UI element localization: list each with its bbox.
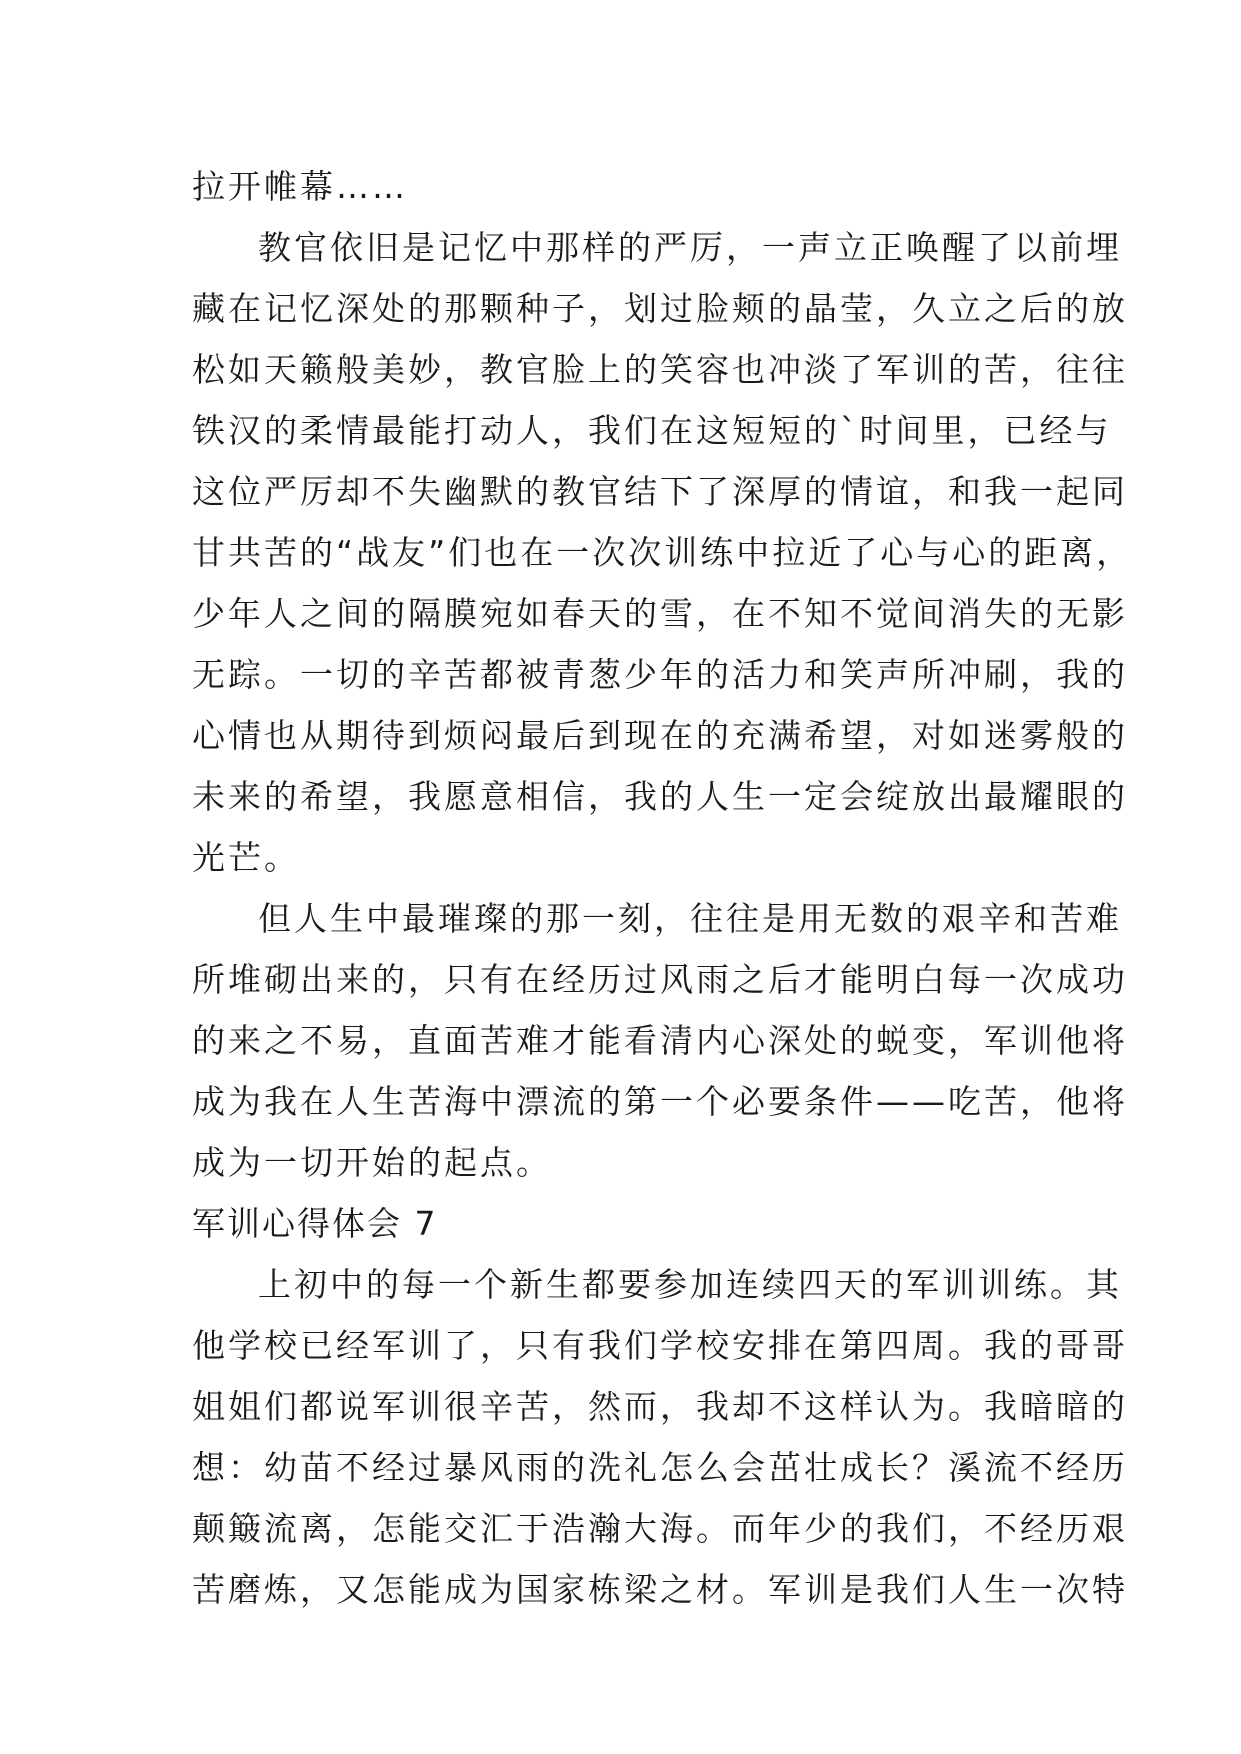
text-line: 所堆砌出来的，只有在经历过风雨之后才能明白每一次成功: [192, 960, 1128, 999]
section-title: 军训心得体会 7: [192, 1204, 438, 1243]
text-line: 拉开帷幕……: [192, 167, 408, 206]
text-line: 成为我在人生苦海中漂流的第一个必要条件——吃苦，他将: [192, 1082, 1128, 1121]
text-line: 颠簸流离，怎能交汇于浩瀚大海。而年少的我们，不经历艰: [192, 1509, 1128, 1548]
text-line: 无踪。一切的辛苦都被青葱少年的活力和笑声所冲刷，我的: [192, 655, 1128, 694]
text-line: 姐姐们都说军训很辛苦，然而，我却不这样认为。我暗暗的: [192, 1387, 1128, 1426]
paragraph-start-line: 上初中的每一个新生都要参加连续四天的军训训练。其: [258, 1265, 1122, 1304]
text-line: 心情也从期待到烦闷最后到现在的充满希望，对如迷雾般的: [192, 716, 1128, 755]
text-line: 松如天籁般美妙，教官脸上的笑容也冲淡了军训的苦，往往: [192, 350, 1128, 389]
text-line: 铁汉的柔情最能打动人，我们在这短短的`时间里，已经与: [192, 411, 1112, 450]
text-line: 成为一切开始的起点。: [192, 1143, 552, 1182]
text-line: 的来之不易，直面苦难才能看清内心深处的蜕变，军训他将: [192, 1021, 1128, 1060]
text-line: 这位严厉却不失幽默的教官结下了深厚的情谊，和我一起同: [192, 472, 1128, 511]
paragraph-start-line: 但人生中最璀璨的那一刻，往往是用无数的艰辛和苦难: [258, 899, 1122, 938]
text-line: 藏在记忆深处的那颗种子，划过脸颊的晶莹，久立之后的放: [192, 289, 1128, 328]
text-line: 他学校已经军训了，只有我们学校安排在第四周。我的哥哥: [192, 1326, 1128, 1365]
text-line: 苦磨炼，又怎能成为国家栋梁之材。军训是我们人生一次特: [192, 1570, 1128, 1609]
paragraph-start-line: 教官依旧是记忆中那样的严厉，一声立正唤醒了以前埋: [258, 228, 1122, 267]
text-line: 少年人之间的隔膜宛如春天的雪，在不知不觉间消失的无影: [192, 594, 1128, 633]
text-line: 光芒。: [192, 838, 300, 877]
text-line: 甘共苦的“战友”们也在一次次训练中拉近了心与心的距离，: [192, 533, 1133, 572]
text-line: 想：幼苗不经过暴风雨的洗礼怎么会茁壮成长？溪流不经历: [192, 1448, 1128, 1487]
text-line: 未来的希望，我愿意相信，我的人生一定会绽放出最耀眼的: [192, 777, 1128, 816]
document-body: [192, 156, 1133, 1620]
